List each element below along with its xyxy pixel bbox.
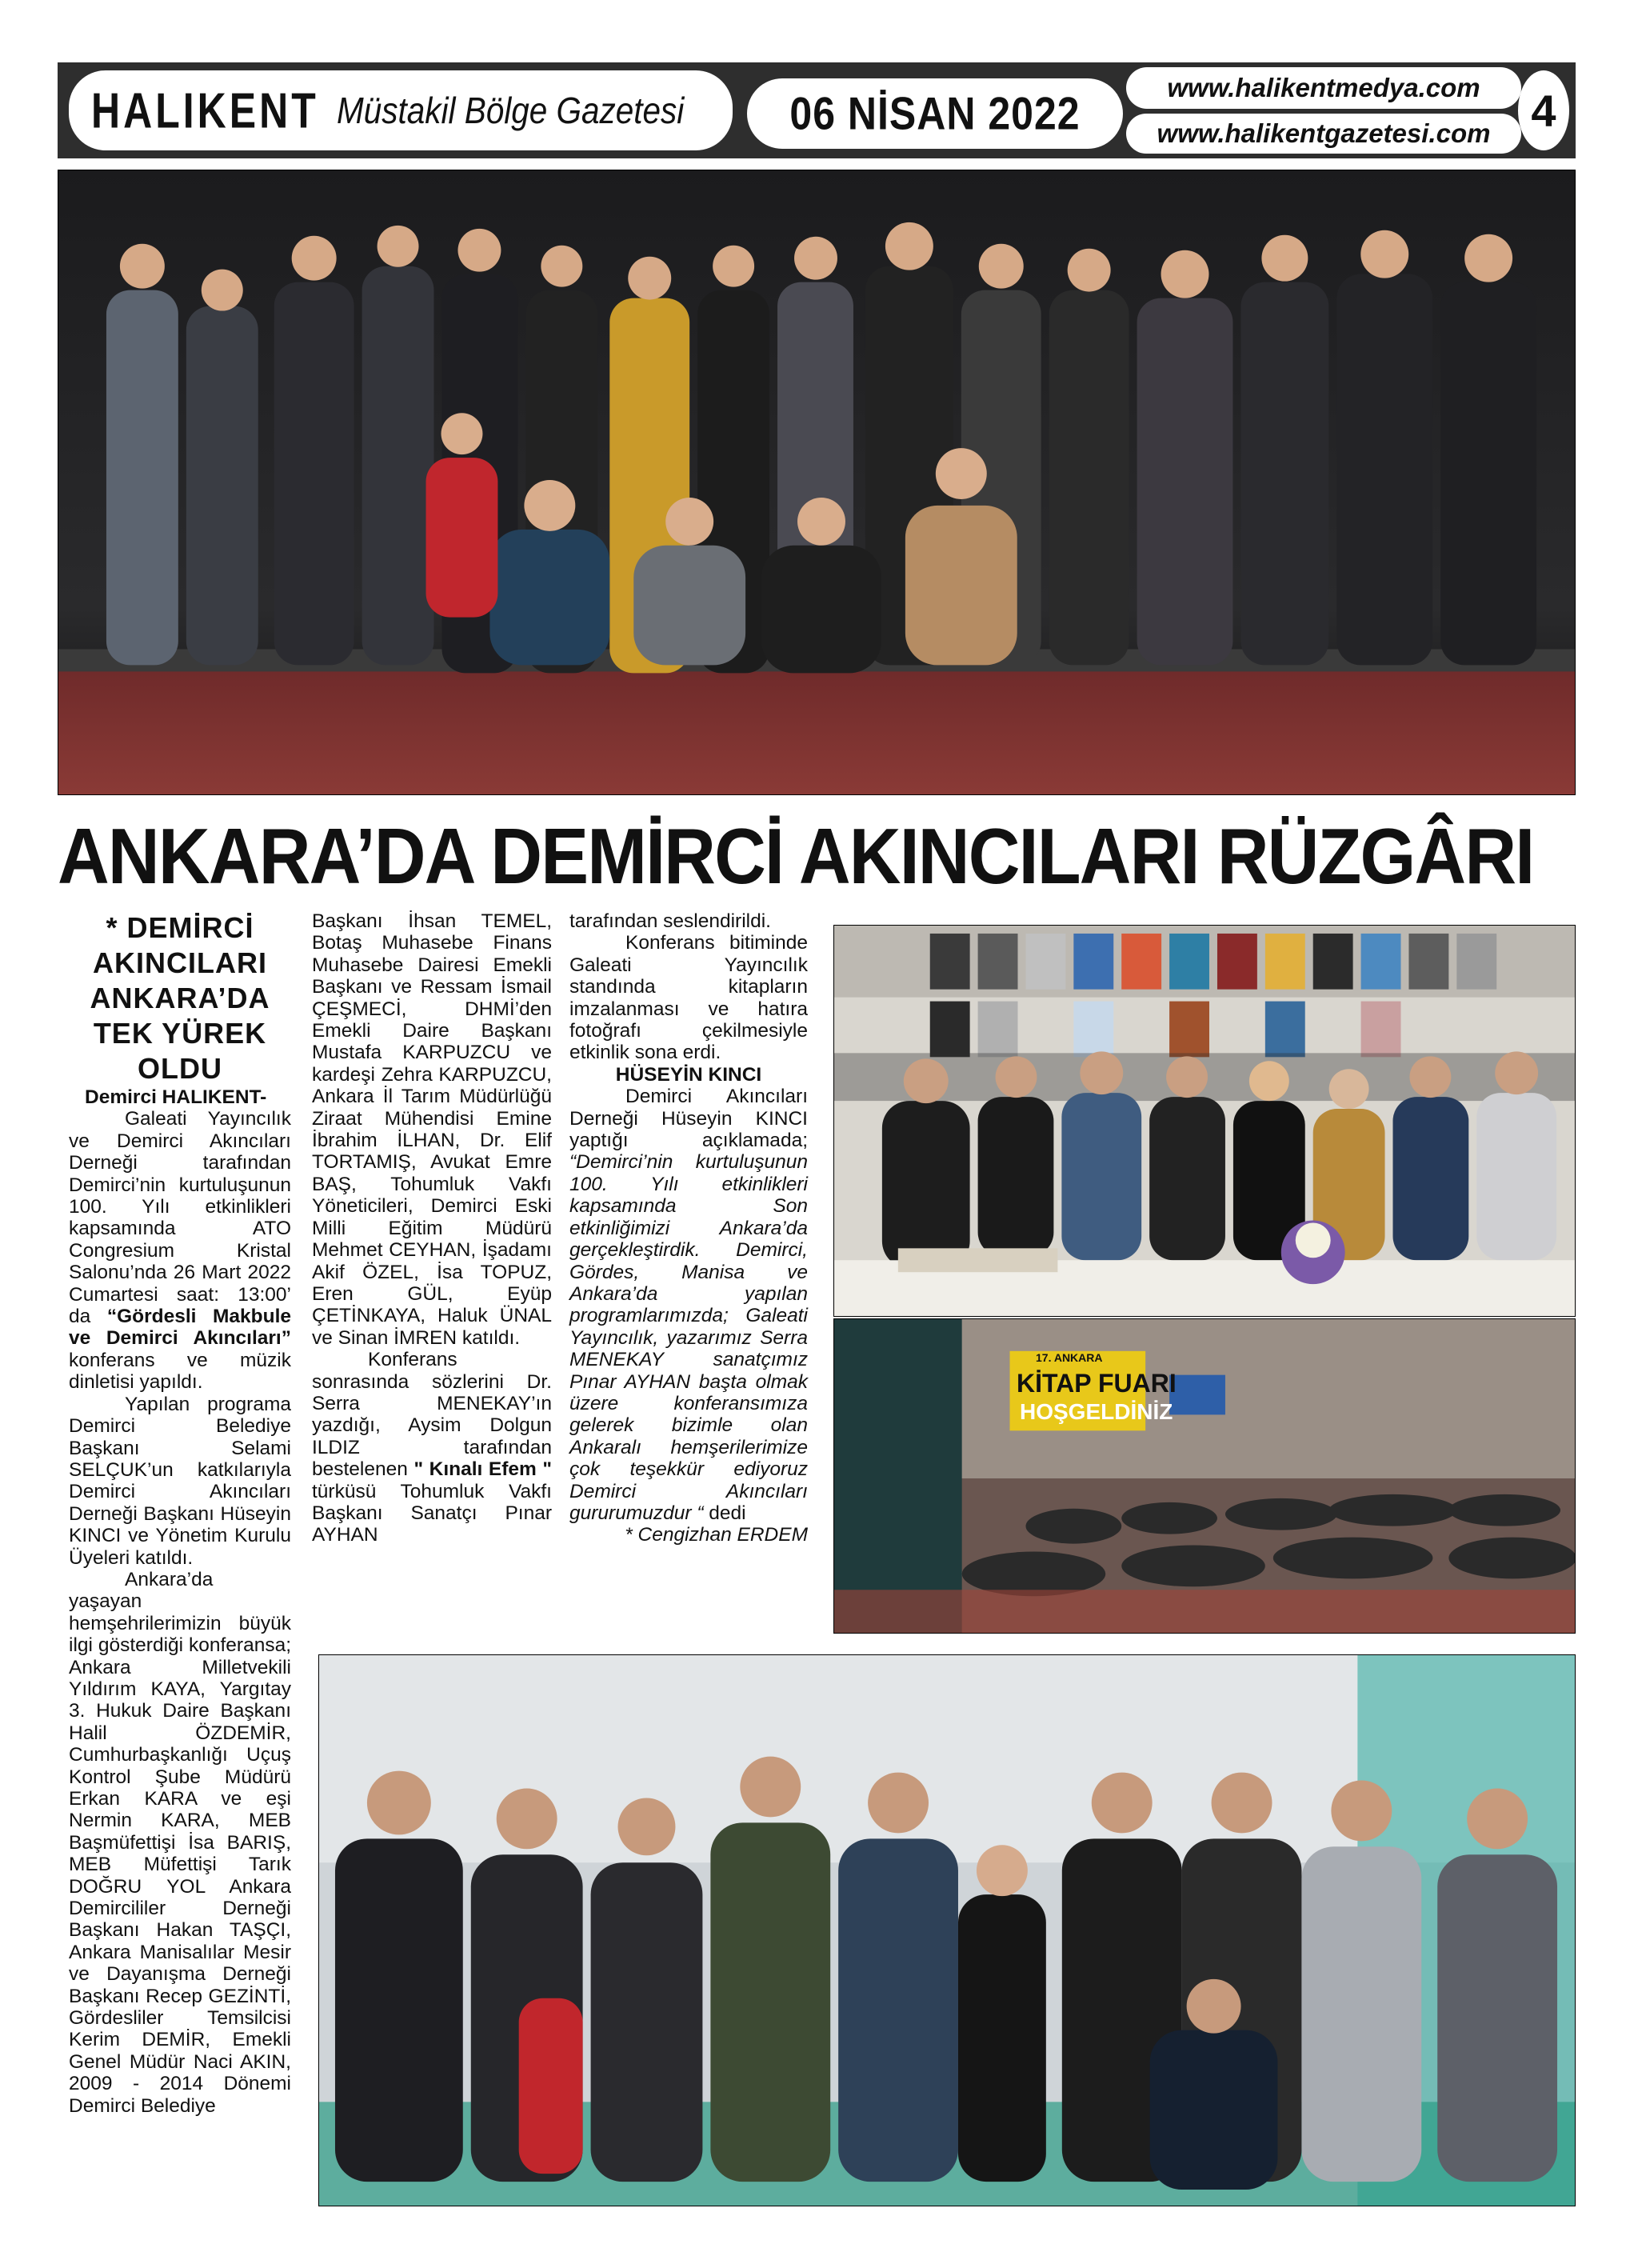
brand-pill bbox=[69, 70, 733, 150]
col1-p1-text: Galeati Yayıncılık ve Demirci Akıncıları Derneği tarafından Demirci’nin kurtuluşunun 100. Yılı etkinlikleri kapsamında ATO Congresium Kristal Salonu’nda 26 Mart 2022 Cumartesi saat: 13:00’ da bbox=[69, 1108, 291, 1328]
col3-paragraph-2: Konferans bitiminde Galeati Yayıncılık standında kitapların imzalanması ve hatıra fotoğrafı çekilmesiyle etkinlik sona erdi. bbox=[569, 932, 808, 1064]
newspaper-name: HALIKENT bbox=[91, 82, 319, 138]
masthead bbox=[58, 62, 1576, 158]
audience-photo bbox=[833, 1318, 1576, 1634]
author-signature: * Cengizhan ERDEM bbox=[625, 1524, 808, 1546]
book-stand-photo bbox=[833, 925, 1576, 1317]
article-column-1 bbox=[69, 910, 291, 2117]
group-photo-image bbox=[58, 170, 1575, 794]
event-title: “Gördesli Makbule ve Demirci Akıncıları” bbox=[69, 1306, 292, 1350]
col1-paragraph-1 bbox=[69, 1108, 291, 1393]
article-column-2 bbox=[312, 910, 552, 1546]
col1-paragraph-2: Yapılan programa Demirci Belediye Başkanı Selami SELÇUK’un katkılarıyla Demirci Akıncıları Derneği Başkanı Hüseyin KINCI ve Yönetim Kurulu Üyeleri katıldı. bbox=[69, 1393, 291, 1569]
url-pill-1 bbox=[1126, 67, 1521, 109]
article-kicker: * DEMİRCİ AKINCILARI ANKARA’DA TEK YÜREK OLDU bbox=[90, 911, 270, 1085]
col3-p3-end: dedi bbox=[709, 1502, 746, 1524]
fair-group-image bbox=[319, 1655, 1575, 2206]
fair-group-photo bbox=[318, 1654, 1576, 2206]
subheading-huseyin-kinci: HÜSEYİN KINCI bbox=[615, 1063, 762, 1086]
col1-p1-end: konferans ve müzik dinletisi yapıldı. bbox=[69, 1349, 291, 1394]
col3-p3-text: Demirci Akıncıları Derneği Hüseyin KINCI yaptığı açıklamada; bbox=[569, 1086, 808, 1152]
book-stand-image bbox=[834, 926, 1575, 1316]
col3-paragraph-3 bbox=[569, 1086, 808, 1524]
website-url-2[interactable]: www.halikentgazetesi.com bbox=[1157, 118, 1491, 148]
issue-date: 06 NİSAN 2022 bbox=[789, 87, 1081, 140]
page-number: 4 bbox=[1531, 85, 1556, 136]
audience-image bbox=[834, 1319, 1575, 1633]
main-headline: ANKARA’DA DEMİRCİ AKINCILARI RÜZGÂRI bbox=[58, 812, 1534, 900]
banner-hosgeldiniz: HOŞGELDİNİZ bbox=[1020, 1399, 1173, 1424]
col2-paragraph-2 bbox=[312, 1349, 552, 1546]
date-pill bbox=[747, 78, 1123, 149]
newspaper-subtitle: Müstakil Bölge Gazetesi bbox=[336, 90, 685, 131]
song-title: " Kınalı Efem " bbox=[413, 1458, 552, 1481]
dateline: Demirci HALIKENT- bbox=[85, 1086, 267, 1108]
banner-kitap-fuari: KİTAP FUARI bbox=[1017, 1369, 1177, 1398]
banner-tag: 17. ANKARA bbox=[1036, 1351, 1103, 1364]
col2-p2-text: Konferans sonrasında sözlerini Dr. Serra MENEKAY’ın yazdığı, Aysim Dolgun ILDIZ tarafından bestelenen bbox=[312, 1349, 552, 1481]
col3-paragraph-1: tarafından seslendirildi. bbox=[569, 910, 771, 932]
col2-p2-end: türküsü Tohumluk Vakfı Başkanı Sanatçı Pınar AYHAN bbox=[312, 1480, 552, 1546]
page-number-pill bbox=[1518, 70, 1569, 150]
col1-paragraph-3: Ankara’da yaşayan hemşehrilerimizin büyük ilgi gösterdiği konferansa; Ankara Milletvekili Yıldırım KAYA, Yargıtay 3. Hukuk Daire Başkanı Halil ÖZDEMİR, Cumhurbaşkanlığı Uçuş Kontrol Şube Müdürü Erkan KARA ve eşi Nermin KARA, MEB Başmüfettişi İsa BARIŞ, MEB Müfettişi Tarık DOĞRU YOL Ankara Demircililer Derneği Başkanı Hakan TAŞÇI, Ankara Manisalılar Mesir ve Dayanışma Derneği Başkanı Recep GEZİNTİ, Gördesliler Temsilcisi Kerim DEMİR, Emekli Genel Müdür Naci AKIN, 2009 - 2014 Dönemi Demirci Belediye bbox=[69, 1568, 291, 2117]
col2-paragraph-1: Başkanı İhsan TEMEL, Botaş Muhasebe Finans Muhasebe Dairesi Emekli Başkanı ve Ressam İsmail ÇEŞMECİ, DHMİ’den Emekli Daire Başkanı Mustafa KARPUZCU ve kardeşi Zehra KARPUZCU, Ankara İl Tarım Müdürlüğü Ziraat Mühendisi Emine İbrahim İLHAN, Dr. Elif TORTAMIŞ, Avukat Emre BAŞ, Tohumluk Vakfı Yöneticileri, Demirci Eski Milli Eğitim Müdürü Mehmet CEYHAN, İşadamı Akif ÖZEL, İsa TOPUZ, Eren GÜL, Eyüp ÇETİNKAYA, Haluk ÜNAL ve Sinan İMREN katıldı. bbox=[312, 910, 552, 1349]
article-column-3 bbox=[569, 910, 808, 1546]
kinci-quote: “Demirci’nin kurtuluşunun 100. Yılı etkinlikleri kapsamında Son etkinliğimizi Ankara’da gerçekleştirdik. Demirci, Gördes, Manisa ve Ankara’da yapılan programlarımızda; Galeati Yayıncılık, yazarımız Serra MENEKAY sanatçımız Pınar AYHAN başta olmak üzere konferansımıza gelerek bizimle olan Ankaralı hemşerilerimize çok teşekkür ediyoruz Demirci Akıncıları gururumuzdur “ bbox=[569, 1151, 808, 1524]
group-photo bbox=[58, 170, 1576, 795]
url-pill-2 bbox=[1126, 114, 1521, 154]
website-url-1[interactable]: www.halikentmedya.com bbox=[1167, 73, 1480, 102]
